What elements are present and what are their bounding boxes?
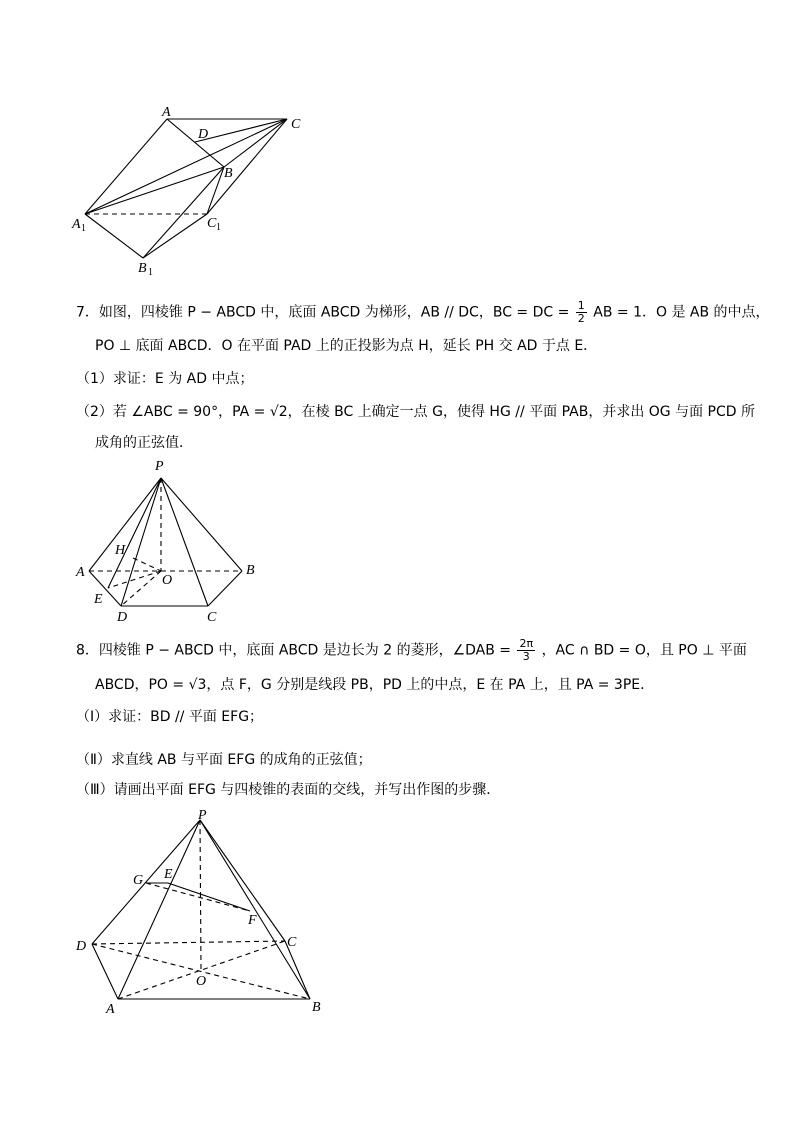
figure-prism-svg	[0, 0, 794, 285]
label-B: B	[312, 1000, 321, 1015]
label-A: A	[106, 1002, 115, 1017]
q7-fraction	[576, 300, 587, 325]
label-E: E	[164, 867, 173, 882]
q7-frac-den: 2	[577, 312, 585, 325]
q7-sub2: （2）若 ∠ABC = 90°，PA = √2，在棱 BC 上确定一点 G，使得 HG // 平面 PAB，并求出 OG 与面 PCD 所	[76, 404, 755, 420]
edge-P-B	[200, 820, 310, 999]
label-P: P	[198, 808, 207, 823]
edge-A-C-hidden	[118, 941, 285, 999]
q8-fraction	[517, 638, 535, 663]
edge-A1-C	[85, 119, 287, 214]
label-A1: A	[72, 217, 81, 232]
figure-q7-svg	[0, 455, 794, 625]
edge-D-C	[195, 119, 287, 142]
edge-P-D	[92, 820, 200, 944]
q7-line1-text: 7．如图，四棱锥 P − ABCD 中，底面 ABCD 为梯形，AB // DC，BC = DC =	[76, 304, 570, 321]
edge-D-A	[92, 944, 118, 999]
edge-A1-B1	[85, 214, 143, 258]
figure-q8-pyramid	[0, 805, 794, 1020]
label-E: E	[94, 592, 103, 607]
q8-line1-text: 8．四棱锥 P − ABCD 中，底面 ABCD 是边长为 2 的菱形，∠DAB =	[76, 642, 512, 659]
q7-line2: PO ⊥ 底面 ABCD．O 在平面 PAD 上的正投影为点 H，延长 PH 交 AD 于点 E．	[95, 338, 598, 354]
edge-P-D	[121, 478, 161, 606]
edge-D-C-hidden	[92, 941, 285, 944]
edge-H-O-hidden	[133, 558, 161, 571]
q8-line1-tail: ，AC ∩ BD = O，且 PO ⊥ 平面	[541, 642, 747, 659]
label-C1-sub: 1	[216, 222, 221, 233]
q8-sub2: （Ⅱ）求直线 AB 与平面 EFG 的成角的正弦值；	[76, 752, 372, 768]
label-B: B	[246, 563, 255, 578]
figure-prism	[0, 0, 794, 285]
label-D: D	[117, 610, 128, 625]
label-H: H	[115, 543, 126, 558]
q8-line2: ABCD，PO = √3，点 F，G 分别是线段 PB，PD 上的中点，E 在 PA 上，且 PA = 3PE．	[95, 677, 655, 693]
label-D: D	[76, 939, 87, 954]
edge-P-O-hidden	[200, 820, 201, 969]
label-C: C	[287, 935, 297, 950]
label-B1-sub: 1	[148, 267, 153, 278]
label-B: B	[224, 166, 233, 181]
label-C1: C	[207, 216, 217, 231]
q7-sub2-cont: 成角的正弦值．	[95, 435, 193, 451]
q8-line1	[76, 638, 747, 663]
label-B1: B	[138, 261, 147, 276]
q8-frac-den: 3	[522, 650, 530, 663]
label-O: O	[162, 573, 173, 588]
edge-O-E-hidden	[108, 571, 161, 588]
q7-frac-num: 1	[577, 299, 585, 312]
figure-q7-pyramid	[0, 455, 794, 625]
q7-line1-tail: AB = 1．O 是 AB 的中点，	[593, 304, 770, 321]
q7-line1	[76, 300, 770, 325]
edge-A-B	[167, 119, 224, 167]
edge-P-B	[161, 478, 242, 571]
edge-P-A	[118, 820, 200, 999]
q7-sub1: （1）求证：E 为 AD 中点；	[76, 371, 254, 387]
label-F: F	[248, 913, 257, 928]
q8-sub3: （Ⅲ）请画出平面 EFG 与四棱锥的表面的交线，并写出作图的步骤．	[76, 782, 501, 798]
edge-E-F	[168, 883, 250, 911]
q8-sub1: （Ⅰ）求证：BD // 平面 EFG；	[76, 709, 264, 725]
edge-B1-C1	[143, 214, 207, 258]
edge-D-B-hidden	[92, 944, 310, 999]
label-P: P	[155, 459, 164, 474]
q8-frac-num: 2π	[519, 637, 534, 650]
label-A: A	[76, 565, 85, 580]
label-D: D	[198, 127, 209, 142]
edge-P-C	[200, 820, 285, 941]
label-C: C	[291, 117, 301, 132]
label-O: O	[196, 974, 207, 989]
label-C: C	[207, 610, 217, 625]
edge-C1-C	[207, 119, 287, 214]
edge-C-B	[208, 571, 242, 606]
edge-G-F-hidden	[146, 883, 250, 911]
label-A1-sub: 1	[81, 223, 86, 234]
figure-q8-svg	[0, 805, 794, 1020]
label-A: A	[162, 105, 171, 120]
edge-B-C1	[207, 167, 224, 214]
label-G: G	[133, 873, 144, 888]
edge-B-C	[224, 119, 287, 167]
